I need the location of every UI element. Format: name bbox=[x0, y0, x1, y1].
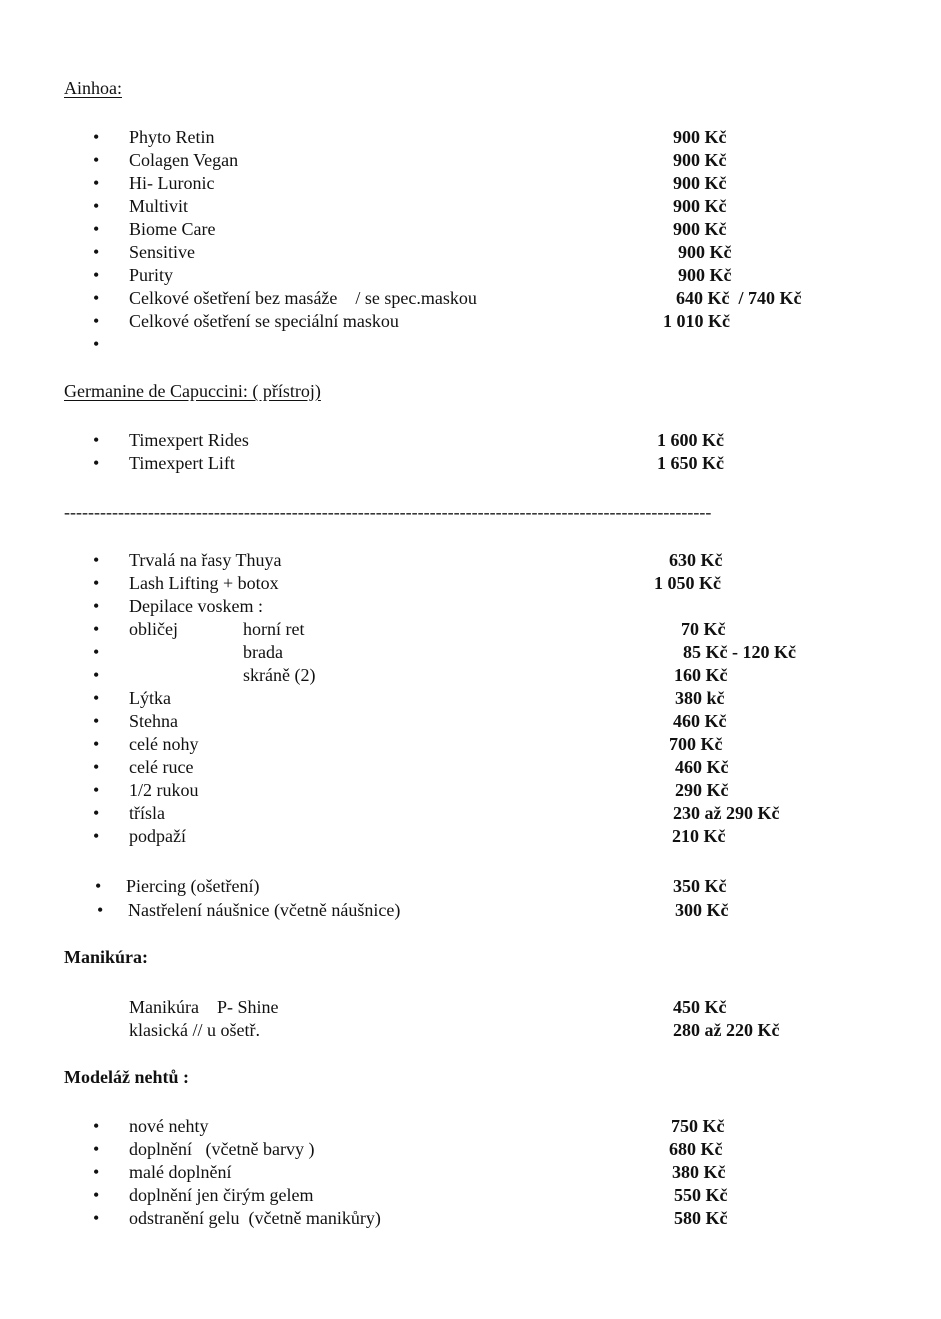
bullet: • bbox=[93, 150, 100, 170]
item-price: 900 Kč bbox=[673, 150, 727, 170]
bullet: • bbox=[93, 265, 100, 285]
item-price: 85 Kč - 120 Kč bbox=[683, 642, 796, 662]
item-price: 900 Kč bbox=[678, 265, 732, 285]
bullet: • bbox=[93, 196, 100, 216]
item-name: Piercing (ošetření) bbox=[126, 876, 260, 896]
list-item bbox=[0, 595, 941, 618]
list-item bbox=[0, 310, 941, 333]
list-item bbox=[0, 429, 941, 452]
list-item bbox=[0, 710, 941, 733]
item-name: doplnění jen čirým gelem bbox=[129, 1185, 314, 1205]
item-name: Timexpert Rides bbox=[129, 430, 249, 450]
item-name: Colagen Vegan bbox=[129, 150, 239, 170]
item-name: Stehna bbox=[129, 711, 178, 731]
list-item bbox=[0, 126, 941, 149]
item-price: 380 Kč bbox=[672, 1162, 726, 1182]
list-item bbox=[0, 996, 941, 1019]
section-heading-manikura: Manikúra: bbox=[64, 947, 149, 967]
bullet: • bbox=[93, 1139, 100, 1159]
bullet: • bbox=[93, 757, 100, 777]
item-name: Depilace voskem : bbox=[129, 596, 263, 616]
item-name: 1/2 rukou bbox=[129, 780, 199, 800]
item-name: Purity bbox=[129, 265, 174, 285]
bullet: • bbox=[93, 734, 100, 754]
list-item bbox=[0, 572, 941, 595]
item-price: 290 Kč bbox=[675, 780, 729, 800]
list-item bbox=[0, 287, 941, 310]
list-item bbox=[0, 218, 941, 241]
list-item bbox=[0, 149, 941, 172]
list-item bbox=[0, 1115, 941, 1138]
item-price: 900 Kč bbox=[673, 219, 727, 239]
list-item bbox=[0, 899, 941, 922]
list-item bbox=[0, 1019, 941, 1042]
list-item bbox=[0, 756, 941, 779]
item-name: podpaží bbox=[129, 826, 186, 846]
bullet: • bbox=[93, 688, 100, 708]
bullet: • bbox=[93, 453, 100, 473]
list-item bbox=[0, 1184, 941, 1207]
item-price: 280 až 220 Kč bbox=[673, 1020, 780, 1040]
item-name: Sensitive bbox=[129, 242, 195, 262]
bullet: • bbox=[93, 1185, 100, 1205]
bullet: • bbox=[93, 665, 100, 685]
list-item bbox=[0, 549, 941, 572]
bullet: • bbox=[93, 642, 100, 662]
bullet: • bbox=[93, 127, 100, 147]
bullet: • bbox=[93, 550, 100, 570]
item-name: Phyto Retin bbox=[129, 127, 215, 147]
list-item bbox=[0, 802, 941, 825]
item-price: 580 Kč bbox=[674, 1208, 728, 1228]
item-name: klasická // u ošetř. bbox=[129, 1020, 260, 1040]
bullet: • bbox=[93, 780, 100, 800]
list-item bbox=[0, 779, 941, 802]
list-item bbox=[0, 618, 941, 641]
section-heading-modelaz: Modeláž nehtů : bbox=[64, 1067, 189, 1087]
bullet: • bbox=[93, 1162, 100, 1182]
item-name: Manikúra P- Shine bbox=[129, 997, 279, 1017]
item-price: 1 650 Kč bbox=[657, 453, 724, 473]
dashed-separator: ------------------------------------------------------------------------------------------------------------ bbox=[64, 502, 712, 522]
item-price: 1 600 Kč bbox=[657, 430, 724, 450]
list-item bbox=[0, 264, 941, 287]
bullet: • bbox=[93, 430, 100, 450]
item-price: 450 Kč bbox=[673, 997, 727, 1017]
item-name: Hi- Luronic bbox=[129, 173, 215, 193]
item-name: odstranění gelu (včetně manikůry) bbox=[129, 1208, 381, 1228]
item-price: 380 kč bbox=[675, 688, 725, 708]
item-name: nové nehty bbox=[129, 1116, 209, 1136]
item-name: celé nohy bbox=[129, 734, 199, 754]
item-subname: brada bbox=[243, 642, 283, 662]
bullet: • bbox=[97, 900, 104, 920]
bullet: • bbox=[93, 803, 100, 823]
item-name: třísla bbox=[129, 803, 165, 823]
item-name: Biome Care bbox=[129, 219, 216, 239]
item-price: 900 Kč bbox=[673, 127, 727, 147]
bullet: • bbox=[93, 596, 100, 616]
item-price: 1 010 Kč bbox=[663, 311, 730, 331]
item-price: 750 Kč bbox=[671, 1116, 725, 1136]
item-price: 160 Kč bbox=[674, 665, 728, 685]
item-price: 680 Kč bbox=[669, 1139, 723, 1159]
item-price: 550 Kč bbox=[674, 1185, 728, 1205]
item-price: 230 až 290 Kč bbox=[673, 803, 780, 823]
list-item bbox=[0, 172, 941, 195]
list-item bbox=[0, 195, 941, 218]
section-heading-germaine: Germanine de Capuccini: ( přístroj) bbox=[64, 381, 321, 401]
item-name: Multivit bbox=[129, 196, 189, 216]
item-price: 210 Kč bbox=[672, 826, 726, 846]
section-heading-ainhoa: Ainhoa: bbox=[64, 78, 122, 98]
item-price: 300 Kč bbox=[675, 900, 729, 920]
item-name: Timexpert Lift bbox=[129, 453, 235, 473]
item-name: Celkové ošetření se speciální maskou bbox=[129, 311, 399, 331]
item-name: Celkové ošetření bez masáže / se spec.maskou bbox=[129, 288, 477, 308]
bullet: • bbox=[93, 1116, 100, 1136]
bullet: • bbox=[93, 1208, 100, 1228]
item-price: 900 Kč bbox=[678, 242, 732, 262]
bullet: • bbox=[93, 334, 100, 354]
item-subname: skráně (2) bbox=[243, 665, 316, 685]
item-name: Lýtka bbox=[129, 688, 171, 708]
item-name: celé ruce bbox=[129, 757, 194, 777]
item-price: 70 Kč bbox=[681, 619, 726, 639]
item-subname: horní ret bbox=[243, 619, 305, 639]
item-price: 460 Kč bbox=[675, 757, 729, 777]
list-item bbox=[0, 452, 941, 475]
item-name: Lash Lifting + botox bbox=[129, 573, 279, 593]
bullet: • bbox=[93, 311, 100, 331]
list-item bbox=[0, 664, 941, 687]
item-name: obličej bbox=[129, 619, 178, 639]
item-name: Nastřelení náušnice (včetně náušnice) bbox=[128, 900, 401, 920]
bullet: • bbox=[93, 573, 100, 593]
bullet: • bbox=[93, 219, 100, 239]
item-name: Trvalá na řasy Thuya bbox=[129, 550, 282, 570]
bullet: • bbox=[93, 242, 100, 262]
list-item bbox=[0, 333, 941, 356]
list-item bbox=[0, 241, 941, 264]
item-name: malé doplnění bbox=[129, 1162, 232, 1182]
bullet: • bbox=[93, 173, 100, 193]
item-price: 1 050 Kč bbox=[654, 573, 721, 593]
list-item bbox=[0, 1138, 941, 1161]
item-price: 350 Kč bbox=[673, 876, 727, 896]
list-item bbox=[0, 875, 941, 898]
item-price: 900 Kč bbox=[673, 173, 727, 193]
bullet: • bbox=[93, 288, 100, 308]
item-price: 630 Kč bbox=[669, 550, 723, 570]
item-price: 640 Kč / 740 Kč bbox=[676, 288, 802, 308]
item-price: 700 Kč bbox=[669, 734, 723, 754]
bullet: • bbox=[93, 826, 100, 846]
bullet: • bbox=[93, 619, 100, 639]
item-name: doplnění (včetně barvy ) bbox=[129, 1139, 315, 1159]
list-item bbox=[0, 1207, 941, 1230]
item-price: 900 Kč bbox=[673, 196, 727, 216]
list-item bbox=[0, 687, 941, 710]
list-item bbox=[0, 825, 941, 848]
bullet: • bbox=[93, 711, 100, 731]
list-item bbox=[0, 641, 941, 664]
item-price: 460 Kč bbox=[673, 711, 727, 731]
list-item bbox=[0, 733, 941, 756]
list-item bbox=[0, 1161, 941, 1184]
bullet: • bbox=[95, 876, 102, 896]
